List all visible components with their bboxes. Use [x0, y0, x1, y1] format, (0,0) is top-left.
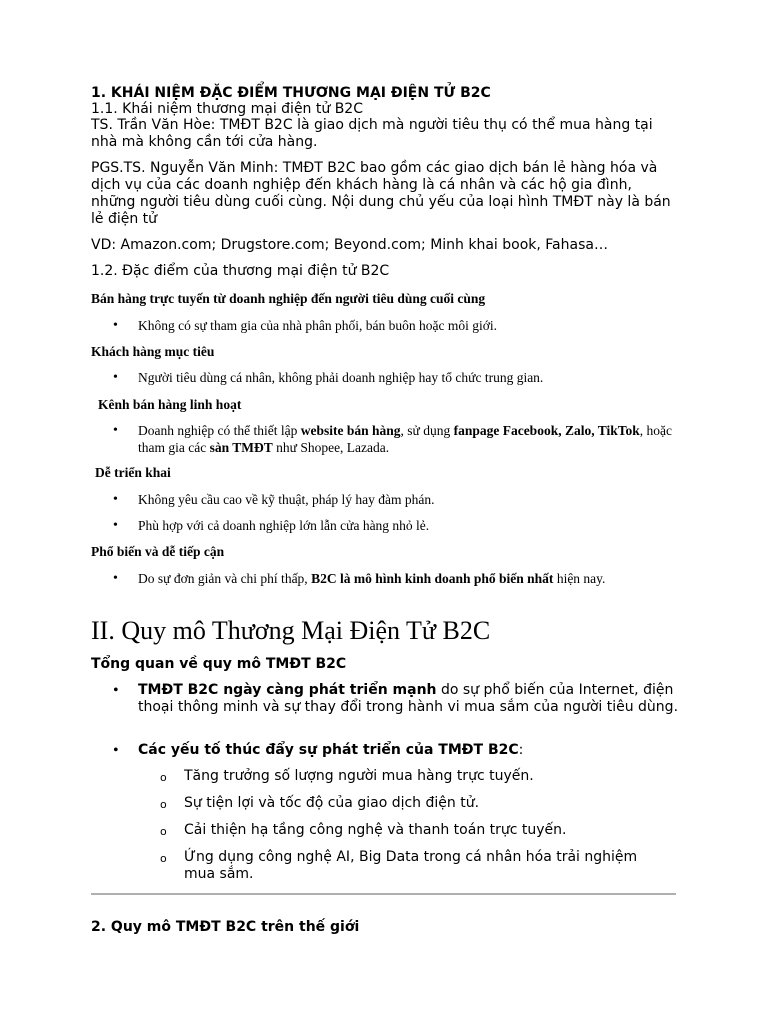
- list-item: • Phù hợp với cả doanh nghiệp lớn lẫn cửa hàng nhỏ lẻ.: [113, 518, 430, 533]
- bullet-icon: •: [113, 370, 118, 385]
- bullet-icon: •: [113, 682, 119, 699]
- subheading-1-1: 1.1. Khái niệm thương mại điện tử B2C: [91, 101, 363, 117]
- feature-title-2: Khách hàng mục tiêu: [91, 344, 215, 359]
- circle-bullet-icon: o: [160, 825, 167, 838]
- definition-paragraph-2: PGS.TS. Nguyễn Văn Minh: TMĐT B2C bao gồm các giao dịch bán lẻ hàng hóa và dịch vụ của các doanh nghiệp đến khách hàng là cá nhân và các hộ gia đình, những người tiêu dùng cuối cùng. Nội dung chủ yếu của loại hình TMĐT này là bán lẻ điện tử: [91, 160, 671, 227]
- feature-title-4: Dễ triển khai: [95, 465, 171, 480]
- list-item: • Doanh nghiệp có thể thiết lập website bán hàng, sử dụng fanpage Facebook, Zalo, TikTok, hoặc tham gia các sàn TMĐT như Shopee, Lazada.: [113, 423, 672, 455]
- list-item: • TMĐT B2C ngày càng phát triển mạnh do sự phổ biến của Internet, điện thoại thông minh và sự thay đổi trong hành vi mua sắm của người tiêu dùng.: [113, 682, 679, 715]
- definition-paragraph-1: TS. Trần Văn Hòe: TMĐT B2C là giao dịch mà người tiêu thụ có thể mua hàng tại nhà mà không cần tới cửa hàng.: [91, 117, 653, 150]
- bullet-icon: •: [113, 742, 119, 759]
- circle-bullet-icon: o: [160, 771, 167, 784]
- next-section-heading: 2. Quy mô TMĐT B2C trên thế giới: [91, 919, 360, 935]
- bullet-icon: •: [113, 518, 118, 533]
- list-item: • Không có sự tham gia của nhà phân phối, bán buôn hoặc môi giới.: [113, 318, 498, 333]
- sub-list-item: o Sự tiện lợi và tốc độ của giao dịch điện tử.: [160, 795, 480, 811]
- horizontal-divider: [91, 893, 676, 895]
- section-heading-1: 1. KHÁI NIỆM ĐẶC ĐIỂM THƯƠNG MẠI ĐIỆN TỬ B2C: [91, 85, 491, 101]
- subheading-1-2: 1.2. Đặc điểm của thương mại điện tử B2C: [91, 263, 390, 279]
- sub-list-item: o Cải thiện hạ tầng công nghệ và thanh toán trực tuyến.: [160, 822, 567, 838]
- bullet-icon: •: [113, 492, 118, 507]
- sub-list-item: o Tăng trưởng số lượng người mua hàng trực tuyến.: [160, 768, 534, 784]
- feature-title-1: Bán hàng trực tuyến từ doanh nghiệp đến người tiêu dùng cuối cùng: [91, 291, 486, 306]
- circle-bullet-icon: o: [160, 798, 167, 811]
- list-item: • Do sự đơn giản và chi phí thấp, B2C là mô hình kinh doanh phổ biến nhất hiện nay.: [113, 571, 606, 586]
- examples-paragraph: VD: Amazon.com; Drugstore.com; Beyond.com; Minh khai book, Fahasa…: [91, 237, 608, 253]
- list-item: • Người tiêu dùng cá nhân, không phải doanh nghiệp hay tổ chức trung gian.: [113, 370, 544, 385]
- bullet-icon: •: [113, 423, 118, 438]
- sub-list-item: o Ứng dụng công nghệ AI, Big Data trong cá nhân hóa trải nghiệm mua sắm.: [160, 849, 638, 882]
- list-item: • Các yếu tố thúc đẩy sự phát triển của TMĐT B2C:: [113, 742, 524, 759]
- bullet-icon: •: [113, 318, 118, 333]
- feature-title-3: Kênh bán hàng linh hoạt: [98, 397, 242, 412]
- list-item: • Không yêu cầu cao về kỹ thuật, pháp lý hay đàm phán.: [113, 492, 435, 507]
- overview-heading: Tổng quan về quy mô TMĐT B2C: [91, 656, 347, 672]
- bullet-icon: •: [113, 571, 118, 586]
- feature-title-5: Phổ biến và dễ tiếp cận: [91, 544, 225, 559]
- circle-bullet-icon: o: [160, 852, 167, 865]
- section-heading-2: II. Quy mô Thương Mại Điện Tử B2C: [91, 616, 491, 645]
